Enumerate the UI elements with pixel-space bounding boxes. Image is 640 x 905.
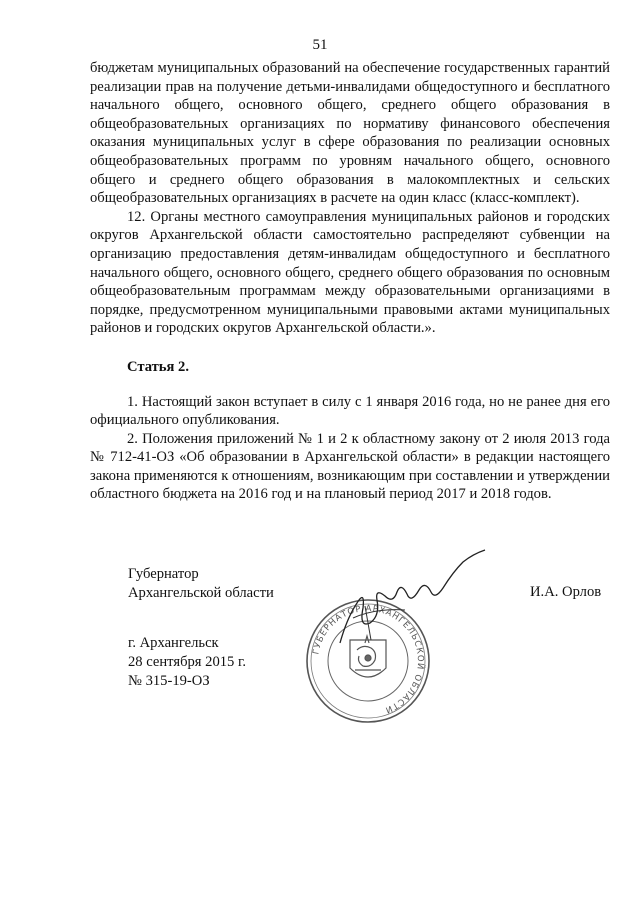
seal-text: ГУБЕРНАТОР АРХАНГЕЛЬСКОЙ ОБЛАСТИ xyxy=(311,603,426,715)
paragraph-item-12: 12. Органы местного самоуправления муниципальных районов и городских округов Архангельской области самостоятельно распределяют субвенции на организацию предоставления детям-инвалидам общедоступного и бесплатного начального общего, основного общего, среднего общего образования по основным общеобразовательным программам между образовательными организациями в порядке, предусмотренном муниципальными правовыми актами муниципальных районов и городских округов Архангельской области.». xyxy=(90,208,610,337)
paragraph-article-item-2: 2. Положения приложений № 1 и 2 к областному закону от 2 июля 2013 года № 712-41-ОЗ «Об образовании в Архангельской области» в редакции настоящего закона применяются к отношениям, возникающим при составлении и утверждении областного бюджета на 2016 год и на плановый период 2017 и 2018 годов. xyxy=(90,430,610,503)
paragraph-continuation: бюджетам муниципальных образований на обеспечение государственных гарантий реализации прав на получение детьми-инвалидами общедоступного и бесплатного начального общего, основного общего, среднего общего образования в общеобразовательных организациях по нормативу финансового обеспечения оказания муниципальных услуг в сфере образования по реализации основных общеобразовательных программ по уровням начального общего, основного общего и среднего общего образования в малокомплектных и сельских общеобразовательных организациях в расчете на один класс (класс-комплект). xyxy=(90,60,610,207)
handwritten-signature xyxy=(335,548,495,658)
signatory-name: И.А. Орлов xyxy=(530,584,602,600)
article-heading: Статья 2. xyxy=(127,358,189,375)
place-and-date xyxy=(128,634,246,691)
signatory-title xyxy=(128,565,274,603)
page-number: 51 xyxy=(312,37,328,53)
signatory-title-line1: Губернатор xyxy=(128,566,199,582)
document-body xyxy=(90,59,610,504)
signatory-title-line2: Архангельской области xyxy=(128,585,274,601)
law-number: № 315-19-ОЗ xyxy=(128,673,210,689)
city: г. Архангельск xyxy=(128,635,219,651)
signing-date: 28 сентября 2015 г. xyxy=(128,654,246,670)
paragraph-article-item-1: 1. Настоящий закон вступает в силу с 1 января 2016 года, но не ранее дня его официального опубликования. xyxy=(90,393,610,429)
